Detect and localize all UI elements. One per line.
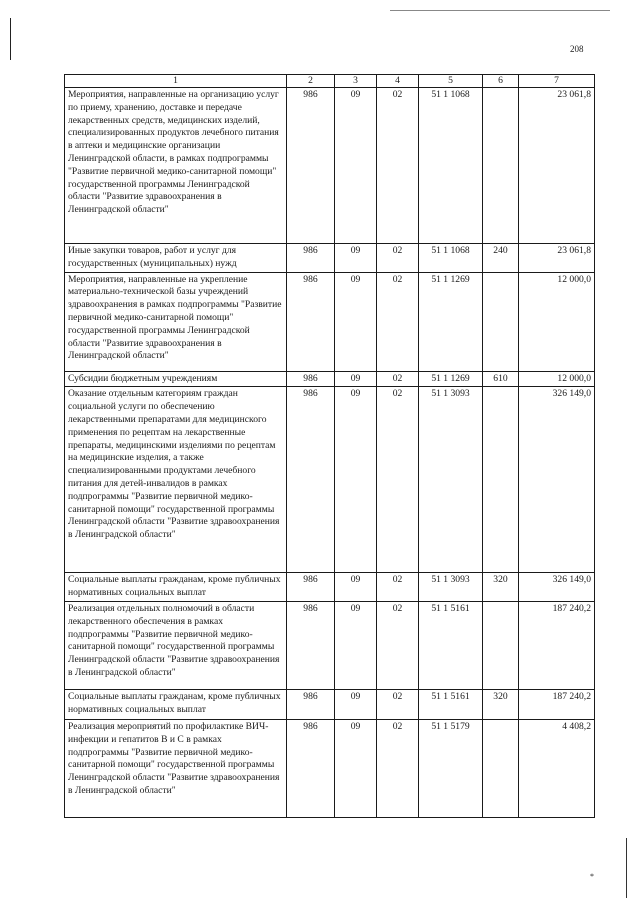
row-section: 09 <box>335 387 377 573</box>
row-grbs: 986 <box>287 88 335 244</box>
table-row <box>65 88 595 244</box>
row-subsection: 02 <box>377 601 419 689</box>
table-row <box>65 371 595 387</box>
row-amount: 326 149,0 <box>519 387 595 573</box>
row-target-code: 51 1 1068 <box>419 244 483 273</box>
row-subsection: 02 <box>377 244 419 273</box>
col-header-4: 4 <box>377 75 419 88</box>
row-grbs: 986 <box>287 689 335 719</box>
row-subsection: 02 <box>377 689 419 719</box>
row-subsection: 02 <box>377 88 419 244</box>
row-expense-type <box>483 387 519 573</box>
table-row <box>65 601 595 689</box>
row-subsection: 02 <box>377 371 419 387</box>
row-name: Реализация отдельных полномочий в области лекарственного обеспечения в рамках подпрограммы "Развитие первичной медико-санитарной помощи" государственной программы Ленинградской области "Развитие здравоохранения в Ленинградской области" <box>65 601 287 689</box>
row-grbs: 986 <box>287 719 335 817</box>
row-target-code: 51 1 3093 <box>419 573 483 602</box>
row-name: Мероприятия, направленные на организацию услуг по приему, хранению, доставке и передаче лекарственных средств, медицинских изделий, специализированных продуктов лечебного питания в аптеки и медицинские организации Ленинградской области, в рамках подпрограммы "Развитие первичной медико-санитарной помощи" государственной программы Ленинградской области "Развитие здравоохранения в Ленинградской области" <box>65 88 287 244</box>
row-name: Оказание отдельным категориям граждан социальной услуги по обеспечению лекарственными препаратами для медицинского применения по рецептам на лекарственные препараты, медицинскими изделиями по рецептам на медицинские изделия, а также специализированными продуктами лечебного питания для детей-инвалидов в рамках подпрограммы "Развитие первичной медико-санитарной помощи" государственной программы Ленинградской области "Развитие здравоохранения в Ленинградской области" <box>65 387 287 573</box>
table-row <box>65 244 595 273</box>
table-row <box>65 387 595 573</box>
row-section: 09 <box>335 601 377 689</box>
scan-edge-mark-right <box>626 838 627 898</box>
row-target-code: 51 1 5161 <box>419 601 483 689</box>
row-grbs: 986 <box>287 601 335 689</box>
row-amount: 23 061,8 <box>519 244 595 273</box>
scan-top-mark <box>390 10 610 11</box>
row-expense-type: 240 <box>483 244 519 273</box>
row-amount: 4 408,2 <box>519 719 595 817</box>
row-name: Реализация мероприятий по профилактике ВИЧ-инфекции и гепатитов В и С в рамках подпрограммы "Развитие первичной медико-санитарной помощи" государственной программы Ленинградской области "Развитие здравоохранения в Ленинградской области" <box>65 719 287 817</box>
row-grbs: 986 <box>287 244 335 273</box>
row-amount: 187 240,2 <box>519 689 595 719</box>
row-target-code: 51 1 1269 <box>419 371 483 387</box>
row-amount: 23 061,8 <box>519 88 595 244</box>
page-number: 208 <box>570 44 584 54</box>
row-expense-type: 320 <box>483 689 519 719</box>
row-target-code: 51 1 1269 <box>419 272 483 371</box>
row-section: 09 <box>335 272 377 371</box>
row-target-code: 51 1 5179 <box>419 719 483 817</box>
row-section: 09 <box>335 719 377 817</box>
table-row <box>65 689 595 719</box>
row-expense-type: 320 <box>483 573 519 602</box>
row-grbs: 986 <box>287 272 335 371</box>
row-expense-type <box>483 88 519 244</box>
row-section: 09 <box>335 371 377 387</box>
row-name: Мероприятия, направленные на укрепление материально-технической базы учреждений здравоохранения в рамках подпрограммы "Развитие первичной медико-санитарной помощи" государственной программы Ленинградской области "Развитие здравоохранения в Ленинградской области" <box>65 272 287 371</box>
row-grbs: 986 <box>287 371 335 387</box>
row-section: 09 <box>335 88 377 244</box>
col-header-2: 2 <box>287 75 335 88</box>
col-header-7: 7 <box>519 75 595 88</box>
row-section: 09 <box>335 689 377 719</box>
row-expense-type <box>483 719 519 817</box>
table-row <box>65 573 595 602</box>
row-section: 09 <box>335 244 377 273</box>
col-header-6: 6 <box>483 75 519 88</box>
table-row <box>65 719 595 817</box>
row-subsection: 02 <box>377 272 419 371</box>
row-amount: 187 240,2 <box>519 601 595 689</box>
row-target-code: 51 1 3093 <box>419 387 483 573</box>
col-header-5: 5 <box>419 75 483 88</box>
corner-mark: * <box>590 872 594 881</box>
header-row <box>65 75 595 88</box>
row-grbs: 986 <box>287 573 335 602</box>
row-name: Социальные выплаты гражданам, кроме публичных нормативных социальных выплат <box>65 573 287 602</box>
scan-edge-mark <box>10 18 11 60</box>
col-header-3: 3 <box>335 75 377 88</box>
row-name: Социальные выплаты гражданам, кроме публичных нормативных социальных выплат <box>65 689 287 719</box>
table-row <box>65 272 595 371</box>
row-expense-type <box>483 272 519 371</box>
row-amount: 12 000,0 <box>519 371 595 387</box>
row-name: Иные закупки товаров, работ и услуг для государственных (муниципальных) нужд <box>65 244 287 273</box>
row-amount: 326 149,0 <box>519 573 595 602</box>
row-subsection: 02 <box>377 719 419 817</box>
row-grbs: 986 <box>287 387 335 573</box>
row-subsection: 02 <box>377 573 419 602</box>
row-name: Субсидии бюджетным учреждениям <box>65 371 287 387</box>
budget-table <box>64 74 595 818</box>
row-amount: 12 000,0 <box>519 272 595 371</box>
row-target-code: 51 1 5161 <box>419 689 483 719</box>
row-expense-type: 610 <box>483 371 519 387</box>
row-target-code: 51 1 1068 <box>419 88 483 244</box>
col-header-1: 1 <box>65 75 287 88</box>
row-subsection: 02 <box>377 387 419 573</box>
row-section: 09 <box>335 573 377 602</box>
row-expense-type <box>483 601 519 689</box>
